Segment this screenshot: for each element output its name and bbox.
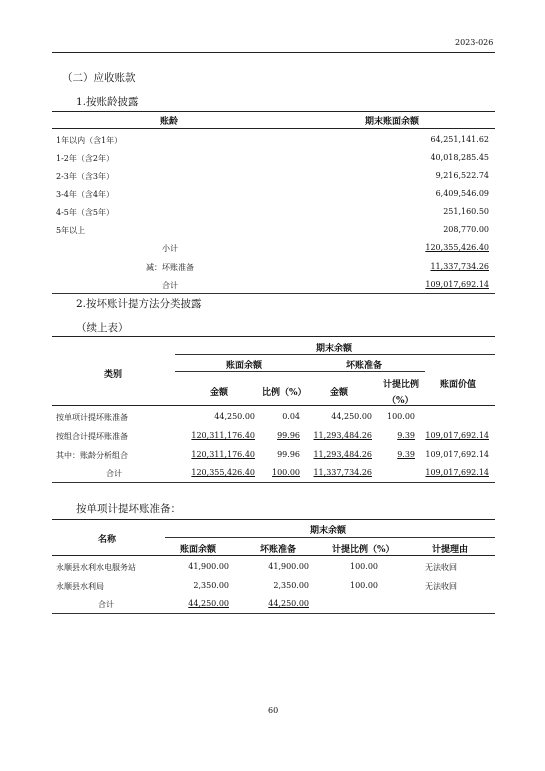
aging-value: 251,160.50 (443, 207, 489, 216)
single-row-reason: 无法收回 (425, 582, 457, 591)
single-total-label: 合计 (98, 600, 114, 609)
single-header-book-balance: 账面余额 (180, 545, 217, 555)
aging-total-value: 109,017,692.14 (425, 280, 489, 289)
category-row-amount: 44,250.00 (214, 412, 255, 421)
aging-label: 3-4年（含4年） (56, 190, 114, 199)
aging-total-label: 合计 (162, 281, 178, 290)
category-header-period: 期末余额 (316, 344, 353, 354)
single-header-name: 名称 (98, 535, 117, 545)
category-row-prov: 9.39 (397, 450, 415, 459)
category-row-value: 109,017,692.14 (425, 431, 489, 440)
aging-less-value: 11,337,734.26 (430, 262, 489, 271)
category-row-amount2: 44,250.00 (331, 412, 372, 421)
category-row-name: 合计 (106, 469, 122, 478)
aging-label: 1年以内（含1年） (56, 136, 123, 145)
category-row-amount2: 11,293,484.26 (313, 431, 372, 440)
category-row-value: 109,017,692.14 (425, 450, 489, 459)
category-header-ratio: 比例（%） (262, 388, 307, 398)
category-row-amount: 120,311,176.40 (191, 450, 255, 459)
category-row-ratio: 100.00 (272, 468, 300, 477)
single-row-balance: 41,900.00 (188, 562, 229, 571)
aging-value: 9,216,522.74 (435, 171, 489, 180)
category-row-amount2: 11,337,734.26 (313, 468, 372, 477)
aging-value: 6,409,546.09 (435, 189, 489, 198)
category-table-bottom-rule (52, 482, 495, 483)
single-row-ratio: 100.00 (350, 562, 378, 571)
aging-value: 208,770.00 (443, 225, 489, 234)
category-period-rule (175, 354, 495, 355)
aging-label: 2-3年（含3年） (56, 172, 114, 181)
aging-header-balance: 期末账面余额 (365, 117, 420, 127)
category-row-ratio: 99.96 (277, 431, 300, 440)
single-total-balance: 44,250.00 (188, 599, 229, 608)
single-table-bottom-rule (52, 613, 495, 614)
section-title: （二）应收账款 (62, 72, 136, 84)
category-header-category: 类别 (104, 370, 123, 380)
single-period-rule (165, 537, 495, 538)
aging-subtotal-value: 120,355,426.40 (425, 243, 489, 252)
single-header-ratio: 计提比例（%） (332, 545, 395, 555)
single-header-bad-debt: 坏账准备 (260, 545, 297, 555)
category-row-prov: 100.00 (387, 412, 415, 421)
category-header-amount: 金额 (210, 388, 229, 398)
category-header-rule (52, 405, 495, 406)
category-header-book-value: 账面价值 (440, 380, 477, 390)
aging-table-bottom-rule (52, 293, 495, 294)
category-header-provision-unit: （%） (387, 396, 414, 406)
aging-value: 64,251,141.62 (430, 135, 489, 144)
subsection-aging: 1.按账龄披露 (76, 96, 139, 108)
category-row-amount2: 11,293,484.26 (313, 450, 372, 459)
aging-header-age: 账龄 (160, 117, 179, 127)
category-row-ratio: 99.96 (277, 450, 300, 459)
category-header-provision-ratio: 计提比例 (383, 380, 420, 390)
single-header-period: 期末余额 (310, 526, 347, 536)
subsection-method: 2.按坏账计提方法分类披露 (76, 298, 202, 310)
aging-value: 40,018,285.45 (430, 153, 489, 162)
continued-note: （续上表） (76, 322, 129, 334)
category-row-amount: 120,355,426.40 (191, 468, 255, 477)
aging-header-rule (52, 128, 495, 129)
single-table-top-rule (52, 519, 495, 520)
category-header-amount2: 金额 (330, 388, 349, 398)
single-row-bad: 2,350.00 (273, 581, 309, 590)
aging-label: 5年以上 (56, 226, 86, 235)
single-header-rule (52, 555, 495, 556)
category-row-amount: 120,311,176.40 (191, 431, 255, 440)
aging-less-label: 减：坏账准备 (146, 263, 194, 272)
category-subheader-rule (175, 371, 425, 372)
header-rule (52, 52, 495, 53)
category-row-value: 109,017,692.14 (425, 468, 489, 477)
single-row-bad: 41,900.00 (268, 562, 309, 571)
single-row-reason: 无法收回 (425, 563, 457, 572)
category-header-bad-debt: 坏账准备 (346, 361, 383, 371)
page-number: 60 (268, 706, 279, 715)
aging-label: 1-2年（含2年） (56, 154, 114, 163)
category-row-name: 按组合计提坏账准备 (56, 432, 128, 441)
category-row-name: 其中：账龄分析组合 (56, 451, 128, 460)
single-total-bad: 44,250.00 (268, 599, 309, 608)
category-row-name: 按单项计提坏账准备 (56, 413, 128, 422)
single-row-balance: 2,350.00 (193, 581, 229, 590)
category-row-prov: 9.39 (397, 431, 415, 440)
category-row-ratio: 0.04 (282, 412, 300, 421)
doc-code: 2023-026 (455, 38, 494, 47)
single-row-name: 永顺县水利局 (56, 582, 104, 591)
single-row-name: 永顺县水利水电服务站 (56, 563, 136, 572)
category-table-top-rule (52, 336, 495, 337)
aging-table-top-rule (52, 111, 495, 112)
aging-label: 4-5年（含5年） (56, 208, 114, 217)
single-header-reason: 计提理由 (432, 545, 469, 555)
subsection-single: 按单项计提坏账准备： (76, 503, 181, 515)
aging-subtotal-label: 小计 (162, 244, 178, 253)
single-row-ratio: 100.00 (350, 581, 378, 590)
category-header-book-balance: 账面余额 (226, 361, 263, 371)
